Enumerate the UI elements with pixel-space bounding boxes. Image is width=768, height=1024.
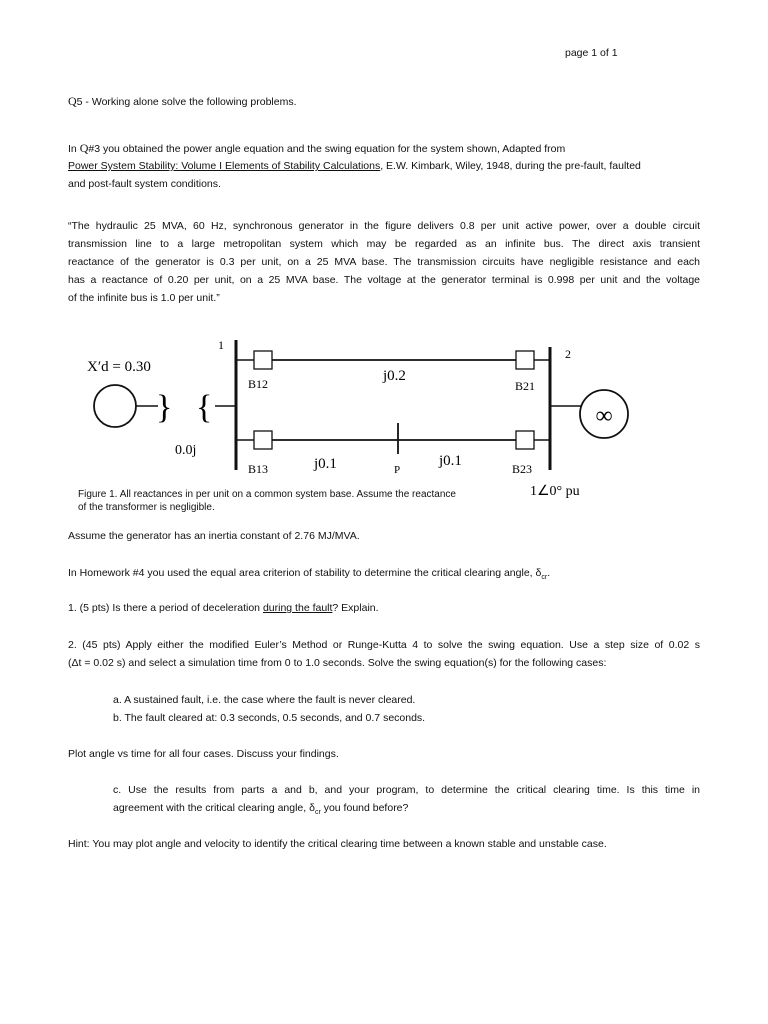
transformer-brace-right: { bbox=[196, 389, 213, 426]
intro-prefix: In bbox=[68, 143, 80, 155]
case-b: b. The fault cleared at: 0.3 seconds, 0.5 seconds, and 0.7 seconds. bbox=[113, 712, 426, 724]
case-c-subscript: cr bbox=[314, 809, 321, 817]
lower-right-reactance: j0.1 bbox=[439, 453, 462, 469]
bus-2-label: 2 bbox=[565, 347, 571, 361]
fault-point-label: P bbox=[394, 464, 401, 476]
q1-underlined: during the fault bbox=[262, 602, 333, 614]
quote-line-3: reactance of the generator is 0.3 per unit, on a 25 MVA base. The transmission circuits have negligible resistance and each bbox=[68, 256, 700, 268]
transient-reactance-label: X′d = 0.30 bbox=[87, 359, 151, 375]
upper-line-reactance: j0.2 bbox=[383, 368, 406, 384]
book-title: Power System Stability: Volume I Elements of Stability Calculations bbox=[68, 160, 381, 172]
intro-rest: #3 you obtained the power angle equation and the swing equation for the system shown, Adapted from bbox=[88, 143, 566, 155]
q1-prefix: 1. (5 pts) Is there a period of deceleration bbox=[68, 602, 263, 614]
breaker-b21 bbox=[516, 351, 534, 369]
transformer-reactance-label: 0.0j bbox=[175, 443, 197, 458]
intro-citation: , E.W. Kimbark, Wiley, 1948, during the pre-fault, faulted bbox=[380, 160, 641, 172]
question-2-line-1: 2. (45 pts) Apply either the modified Euler’s Method or Runge-Kutta 4 to solve the swing equation. Use a step size of 0.02 s bbox=[68, 639, 700, 651]
breaker-b13-label: B13 bbox=[248, 462, 269, 476]
q1-suffix: ? Explain. bbox=[332, 602, 379, 614]
page-number: page 1 of 1 bbox=[565, 47, 618, 59]
breaker-b13 bbox=[254, 431, 272, 449]
question-q: Q bbox=[68, 94, 77, 108]
intro-q: Q bbox=[79, 141, 89, 155]
figure-caption-line-1: Figure 1. All reactances in per unit on a common system base. Assume the reactance bbox=[78, 489, 456, 500]
quote-line-5: of the infinite bus is 1.0 per unit.” bbox=[68, 292, 220, 304]
homework-text bbox=[68, 566, 550, 585]
case-c-prefix: agreement with the critical clearing angle, δ bbox=[113, 802, 315, 814]
quote-line-4: has a reactance of 0.20 per unit, on a 25 MVA base. The voltage at the generator terminal is 0.998 per unit and the voltage bbox=[68, 274, 700, 286]
infinite-bus-voltage: 1∠0° pu bbox=[530, 484, 580, 499]
hint-text: Hint: You may plot angle and velocity to identify the critical clearing time between a known stable and unstable case. bbox=[68, 838, 607, 850]
inertia-text: Assume the generator has an inertia constant of 2.76 MJ/MVA. bbox=[68, 530, 360, 542]
quote-line-2: transmission line to a large metropolitan system which may be regarded as an infinite bus. The direct axis transient bbox=[68, 238, 700, 250]
generator-icon bbox=[94, 385, 136, 427]
intro-line-3: and post-fault system conditions. bbox=[68, 178, 221, 190]
breaker-b21-label: B21 bbox=[515, 379, 536, 393]
breaker-b23 bbox=[516, 431, 534, 449]
question-1 bbox=[68, 601, 379, 615]
case-a: a. A sustained fault, i.e. the case where the fault is never cleared. bbox=[113, 694, 416, 706]
infinity-symbol: ∞ bbox=[595, 403, 613, 429]
plot-instruction: Plot angle vs time for all four cases. Discuss your findings. bbox=[68, 748, 339, 760]
intro-line-1 bbox=[68, 141, 565, 156]
quote-line-1: “The hydraulic 25 MVA, 60 Hz, synchronous generator in the figure delivers 0.8 per unit active power, over a double circuit bbox=[68, 220, 700, 232]
case-c-line-1: c. Use the results from parts a and b, and your program, to determine the critical clearing time. Is this time in bbox=[113, 784, 700, 796]
bus-1-label: 1 bbox=[218, 338, 224, 352]
question-2-line-2: (Δt = 0.02 s) and select a simulation time from 0 to 1.0 seconds. Solve the swing equation(s) for the following cases: bbox=[68, 657, 607, 669]
breaker-b23-label: B23 bbox=[512, 462, 533, 476]
case-c-suffix: you found before? bbox=[320, 802, 409, 814]
homework-end: . bbox=[547, 567, 551, 579]
intro-line-2 bbox=[68, 159, 641, 173]
question-title bbox=[68, 94, 297, 109]
breaker-b12 bbox=[254, 351, 272, 369]
breaker-b12-label: B12 bbox=[248, 377, 269, 391]
transformer-brace-left: } bbox=[156, 389, 173, 426]
question-text: 5 - Working alone solve the following problems. bbox=[76, 96, 297, 108]
case-c-line-2 bbox=[113, 801, 408, 820]
figure-caption-line-2: of the transformer is negligible. bbox=[78, 502, 215, 513]
lower-left-reactance: j0.1 bbox=[314, 456, 337, 472]
homework-subscript: cr bbox=[541, 574, 548, 582]
homework-main: In Homework #4 you used the equal area criterion of stability to determine the critical clearing angle, δ bbox=[68, 567, 542, 579]
